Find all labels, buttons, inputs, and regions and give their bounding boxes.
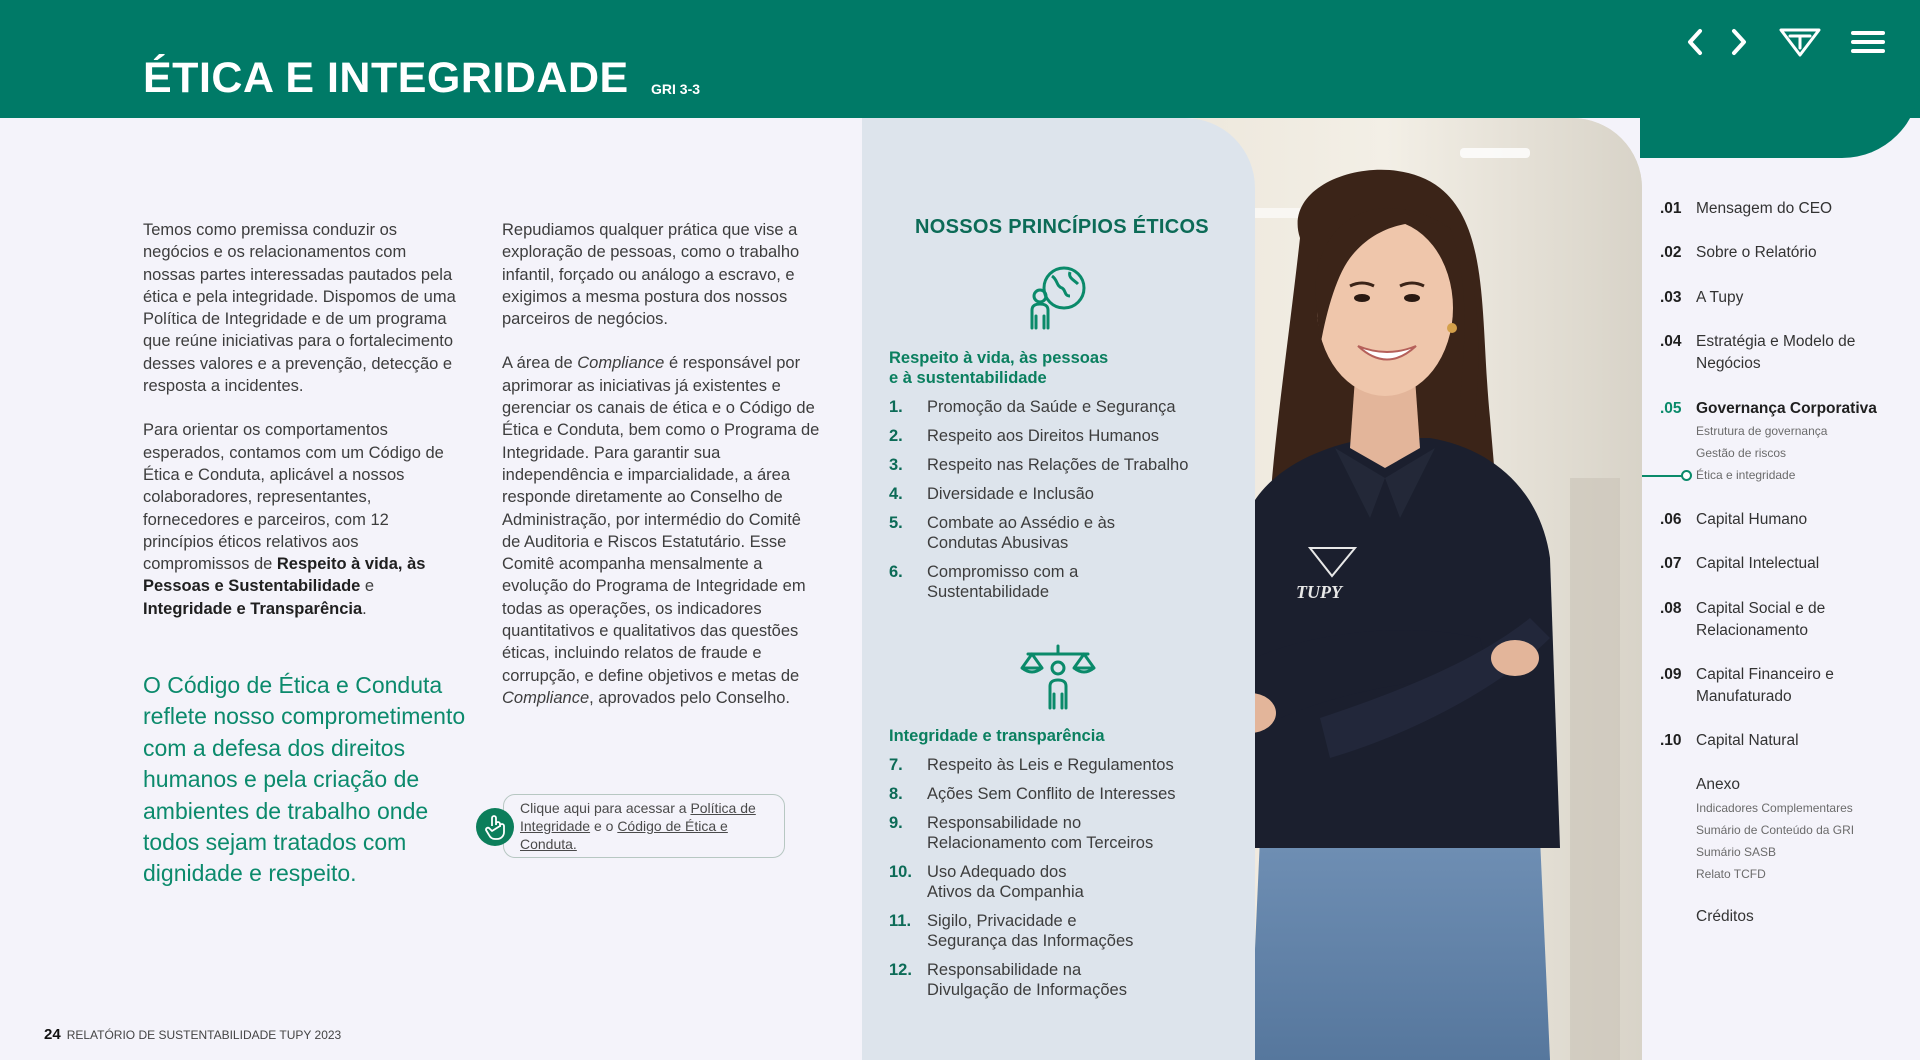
toc-sub-sasb[interactable]: Sumário SASB [1696, 845, 1777, 859]
toc-sub-risk-management[interactable]: Gestão de riscos [1696, 446, 1787, 460]
highlight-quote: O Código de Ética e Conduta reflete nosso comprometimento com a defesa dos direitos humanos e pela criação de ambientes de trabalho onde todos sejam tratados com dignidade e respeito. [143, 672, 466, 887]
toc-number: .03 [1660, 289, 1682, 306]
compliance-term: Compliance [502, 688, 590, 707]
item-number: 9. [889, 814, 903, 832]
toc-item-10[interactable] [1660, 730, 1799, 752]
shirt-logo-text: TUPY [1296, 582, 1342, 602]
item-number: 6. [889, 563, 903, 581]
principles-list-1 [889, 397, 1229, 602]
principles-list-2 [889, 755, 1229, 1000]
toc-sub-gri[interactable]: Sumário de Conteúdo da GRI [1696, 823, 1855, 837]
group2-title: Integridade e transparência [889, 727, 1105, 745]
toc-item-09[interactable] [1660, 664, 1856, 708]
item-number: 8. [889, 785, 903, 803]
toc-label: Créditos [1696, 908, 1754, 925]
toc-label: Estratégia e Modelo de Negócios [1696, 333, 1856, 372]
item-number: 11. [889, 912, 912, 930]
item-number: 5. [889, 514, 903, 532]
list-item [889, 562, 1229, 602]
list-item [889, 960, 1229, 1000]
toc-number: .01 [1660, 200, 1682, 217]
toc-label: Capital Intelectual [1696, 555, 1820, 572]
group1-title [889, 348, 1108, 388]
commitment-2: Integridade e Transparência [143, 599, 363, 618]
item-text: Ações Sem Conflito de Interesses [927, 785, 1176, 803]
toc-sub-governance-structure[interactable]: Estrutura de governança [1696, 424, 1828, 438]
group1-title-line1: Respeito à vida, às pessoas [889, 349, 1109, 367]
toc-item-02[interactable] [1660, 242, 1817, 264]
code-paragraph [143, 419, 461, 620]
page-title: ÉTICA E INTEGRIDADE [143, 54, 629, 102]
menu-icon[interactable] [1848, 22, 1888, 62]
list-item [889, 484, 1229, 504]
toc-label: Sobre o Relatório [1696, 244, 1817, 261]
toc-label: Capital Humano [1696, 511, 1808, 528]
page-number: 24 [44, 1026, 61, 1043]
code-text: Para orientar os comportamentos esperados, contamos com um Código de Ética e Conduta, aplicável a nossos colaboradores, representantes, fornecedores e parceiros, com 12 princípios éticos relativos aos compromissos de [143, 421, 444, 574]
toc-number: .07 [1660, 555, 1682, 572]
item-text: Uso Adequado dos Ativos da Companhia [927, 863, 1084, 901]
list-item [889, 513, 1229, 553]
toc-item-04[interactable] [1660, 331, 1866, 375]
item-number: 1. [889, 398, 903, 416]
toc-number: .06 [1660, 511, 1682, 528]
toc-label: Capital Financeiro e Manufaturado [1696, 666, 1834, 705]
integrity-policy-link[interactable]: Política de Integridade [520, 800, 756, 834]
toc-label: A Tupy [1696, 289, 1744, 306]
list-item [889, 813, 1229, 853]
item-text: Respeito nas Relações de Trabalho [927, 456, 1189, 474]
toc-item-07[interactable] [1660, 553, 1819, 575]
link-conjunction: e o [590, 818, 618, 834]
gri-tag: GRI 3-3 [651, 81, 701, 97]
toc-item-08[interactable] [1660, 598, 1856, 642]
ethics-code-link[interactable]: Código de Ética e Conduta. [520, 818, 728, 852]
toc-sub-ethics-integrity[interactable]: Ética e integridade [1696, 468, 1796, 482]
policy-link-box[interactable] [503, 794, 785, 858]
compliance-text-c: , aprovados pelo Conselho. [589, 688, 791, 707]
toc-item-05[interactable] [1660, 398, 1877, 420]
toc-label: Capital Natural [1696, 732, 1799, 749]
toc-item-06[interactable] [1660, 509, 1807, 531]
item-number: 4. [889, 485, 903, 503]
person-globe-icon [1024, 264, 1088, 341]
chevron-right-icon[interactable] [1724, 22, 1754, 62]
chevron-left-icon[interactable] [1680, 22, 1710, 62]
intro-paragraph: Temos como premissa conduzir os negócios e os relacionamentos com nossas partes interessadas pautados pela ética e pela integridade. Dispomos de uma Política de Integridade e de um programa que reúne iniciativas para o fortalecimento desses valores e a prevenção, detecção e resposta a incidentes. [143, 221, 456, 396]
list-item [889, 784, 1229, 804]
commitment-1: Respeito à vida, às Pessoas e Sustentabilidade [143, 555, 426, 596]
group1-title-line2: e à sustentabilidade [889, 369, 1047, 387]
item-text: Responsabilidade no Relacionamento com Terceiros [927, 814, 1154, 852]
intro-column [143, 219, 461, 642]
link-prefix: Clique aqui para acessar a [520, 800, 691, 816]
toc-active-line [1642, 475, 1686, 477]
item-text: Promoção da Saúde e Segurança [927, 398, 1176, 416]
toc-number: .05 [1660, 400, 1682, 417]
principles-title: NOSSOS PRINCÍPIOS ÉTICOS [915, 216, 1209, 238]
list-item [889, 911, 1229, 951]
toc-number: .08 [1660, 600, 1682, 617]
conjunction: e [360, 577, 375, 596]
toc-label: Anexo [1696, 776, 1740, 793]
item-number: 2. [889, 427, 903, 445]
item-text: Compromisso com a Sustentabilidade [927, 563, 1079, 601]
toc-label: Capital Social e de Relacionamento [1696, 600, 1826, 639]
list-item [889, 426, 1229, 446]
item-number: 3. [889, 456, 903, 474]
compliance-text-a: A área de [502, 354, 578, 373]
header-curve [1640, 80, 1920, 158]
item-number: 12. [889, 961, 912, 979]
toc-number: .04 [1660, 333, 1682, 350]
list-item [889, 455, 1229, 475]
item-number: 7. [889, 756, 903, 774]
toc-number: .10 [1660, 732, 1682, 749]
toc-active-dot [1681, 470, 1692, 481]
item-text: Responsabilidade na Divulgação de Informações [927, 961, 1127, 999]
item-text: Respeito às Leis e Regulamentos [927, 756, 1174, 774]
compliance-column [502, 219, 822, 731]
footer-text: RELATÓRIO DE SUSTENTABILIDADE TUPY 2023 [66, 1028, 342, 1042]
toc-number: .09 [1660, 666, 1682, 683]
item-text: Diversidade e Inclusão [927, 485, 1094, 503]
list-item [889, 862, 1229, 902]
toc-sub-tcfd[interactable]: Relato TCFD [1696, 867, 1766, 881]
period: . [362, 599, 367, 618]
toc-item-creditos[interactable] [1696, 906, 1754, 928]
list-item [889, 755, 1229, 775]
list-item [889, 397, 1229, 417]
toc-sub-indicators[interactable]: Indicadores Complementares [1696, 801, 1853, 815]
toc-item-01[interactable] [1660, 198, 1832, 220]
toc-label: Governança Corporativa [1696, 400, 1877, 417]
compliance-text-b: é responsável por aprimorar as iniciativas já existentes e gerenciar os canais de ética e o Código de Ética e Conduta, bem como o Programa de Integridade. Para garantir sua independência e imparcialidade, a área responde diretamente ao Conselho de Administração, por intermédio do Comitê de Auditoria e Riscos Estatutário. Esse Comitê acompanha mensalmente a evolução do Programa de Integridade em todas as operações, os indicadores quantitativos e qualitativos das questões éticas, incluindo relatos de fraude e corrupção, e define objetivos e metas de [502, 354, 820, 685]
tupy-logo-icon[interactable] [1776, 22, 1824, 62]
compliance-paragraph [502, 352, 822, 709]
item-text: Combate ao Assédio e às Condutas Abusivas [927, 514, 1116, 552]
labor-paragraph: Repudiamos qualquer prática que vise a exploração de pessoas, como o trabalho infantil, forçado ou análogo a escravo, e exigimos a mesma postura dos nossos parceiros de negócios. [502, 221, 800, 329]
toc-item-03[interactable] [1660, 287, 1743, 309]
compliance-term: Compliance [577, 354, 665, 373]
toc-number: .02 [1660, 244, 1682, 261]
footer [44, 1026, 341, 1043]
toc-item-anexo[interactable] [1696, 774, 1740, 796]
item-number: 10. [889, 863, 912, 881]
person-scale-icon [1018, 640, 1098, 717]
item-text: Sigilo, Privacidade e Segurança das Informações [927, 912, 1134, 950]
item-text: Respeito aos Direitos Humanos [927, 427, 1160, 445]
toc-label: Mensagem do CEO [1696, 200, 1833, 217]
hand-pointer-icon[interactable] [476, 808, 514, 846]
